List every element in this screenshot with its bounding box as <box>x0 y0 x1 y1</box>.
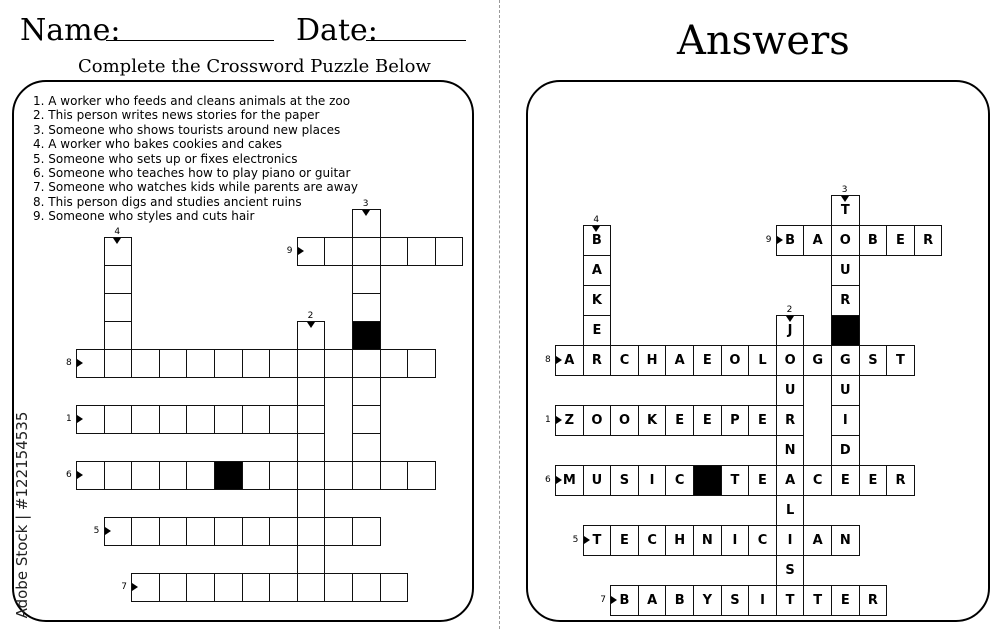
answer-clue-number-5: 5 <box>572 535 579 545</box>
answer-cell-r6-c10: R <box>831 285 860 316</box>
clue-2: 2. This person writes news stories for the paper <box>33 108 320 123</box>
puzzle-cell-r8-c10[interactable] <box>352 349 381 378</box>
date-label: Date: <box>296 13 378 48</box>
answer-cell-r16-c5: Y <box>693 585 722 616</box>
puzzle-cell-r6-c1[interactable] <box>104 293 133 322</box>
puzzle-cell-r8-c7[interactable] <box>269 349 298 378</box>
answer-cell-r8-c10: G <box>831 345 860 376</box>
answer-cell-r4-c11: B <box>859 225 888 256</box>
puzzle-clue-number-9: 9 <box>286 246 293 256</box>
answer-cell-r12-c3: I <box>638 465 667 496</box>
answer-cell-r14-c7: C <box>748 525 777 556</box>
date-blank-line[interactable] <box>366 40 466 41</box>
puzzle-cell-r4-c9[interactable] <box>324 237 353 266</box>
puzzle-cell-r10-c7[interactable] <box>269 405 298 434</box>
answer-down-arrow-icon <box>841 196 849 202</box>
puzzle-cell-r8-c4[interactable] <box>186 349 215 378</box>
answer-across-arrow-icon <box>611 596 617 604</box>
answer-cell-r16-c3: A <box>638 585 667 616</box>
answer-cell-r16-c2: B <box>610 585 639 616</box>
answer-cell-r16-c4: B <box>665 585 694 616</box>
puzzle-cell-r10-c4[interactable] <box>186 405 215 434</box>
answer-cell-r8-c12: T <box>886 345 915 376</box>
answer-cell-r8-c1: R <box>583 345 612 376</box>
puzzle-clue-number-1: 1 <box>66 414 72 424</box>
puzzle-clue-number-2: 2 <box>307 311 314 321</box>
puzzle-cell-r14-c4[interactable] <box>186 517 215 546</box>
answer-cell-r7-c1: E <box>583 315 612 346</box>
puzzle-cell-r10-c5[interactable] <box>214 405 243 434</box>
puzzle-cell-r10-c3[interactable] <box>159 405 188 434</box>
clue-3: 3. Someone who shows tourists around new places <box>33 122 341 137</box>
answer-cell-r6-c1: K <box>583 285 612 316</box>
answer-cell-r12-c9: C <box>803 465 832 496</box>
answer-cell-r14-c4: H <box>665 525 694 556</box>
puzzle-cell-r16-c11[interactable] <box>380 573 409 602</box>
puzzle-cell-r12-c8[interactable] <box>297 461 326 490</box>
puzzle-cell-r16-c4[interactable] <box>186 573 215 602</box>
answer-cell-r4-c8: B <box>776 225 805 256</box>
answer-cell-r12-c4: C <box>665 465 694 496</box>
puzzle-cell-r11-c10[interactable] <box>352 433 381 462</box>
puzzle-cell-r12-c2[interactable] <box>131 461 160 490</box>
puzzle-cell-r10-c8[interactable] <box>297 405 326 434</box>
answer-cell-r4-c1: B <box>583 225 612 256</box>
answer-cell-r7-c10 <box>831 315 860 346</box>
answer-cell-r15-c8: S <box>776 555 805 586</box>
puzzle-cell-r10-c6[interactable] <box>242 405 271 434</box>
puzzle-cell-r14-c8[interactable] <box>297 517 326 546</box>
answer-clue-number-7: 7 <box>600 595 606 605</box>
puzzle-clue-number-7: 7 <box>121 582 127 592</box>
answer-cell-r8-c4: A <box>665 345 694 376</box>
answer-cell-r14-c5: N <box>693 525 722 556</box>
answer-clue-number-1: 1 <box>545 415 551 425</box>
answer-cell-r10-c3: K <box>638 405 667 436</box>
answer-cell-r16-c6: S <box>721 585 750 616</box>
puzzle-cell-r12-c7[interactable] <box>269 461 298 490</box>
answer-across-arrow-icon <box>777 236 783 244</box>
puzzle-cell-r8-c12[interactable] <box>407 349 436 378</box>
watermark-text: Adobe Stock | #122154535 <box>13 411 31 619</box>
answer-clue-number-6: 6 <box>545 475 551 485</box>
answer-across-arrow-icon <box>584 536 590 544</box>
puzzle-cell-r16-c10[interactable] <box>352 573 381 602</box>
answer-cell-r9-c10: U <box>831 375 860 406</box>
answer-across-arrow-icon <box>556 476 562 484</box>
answer-cell-r10-c5: E <box>693 405 722 436</box>
puzzle-cell-r8-c9[interactable] <box>324 349 353 378</box>
answer-cell-r12-c11: E <box>859 465 888 496</box>
puzzle-cell-r13-c8[interactable] <box>297 489 326 518</box>
answer-cell-r5-c10: U <box>831 255 860 286</box>
answer-cell-r8-c8: O <box>776 345 805 376</box>
answer-cell-r4-c13: R <box>914 225 943 256</box>
answer-cell-r8-c7: L <box>748 345 777 376</box>
puzzle-cell-r10-c1[interactable] <box>104 405 133 434</box>
answer-cell-r10-c6: P <box>721 405 750 436</box>
answer-cell-r14-c10: N <box>831 525 860 556</box>
answer-cell-r8-c11: S <box>859 345 888 376</box>
puzzle-cell-r12-c5 <box>214 461 243 490</box>
answer-cell-r4-c12: E <box>886 225 915 256</box>
answer-cell-r14-c2: E <box>610 525 639 556</box>
answer-cell-r8-c6: O <box>721 345 750 376</box>
answer-across-arrow-icon <box>556 356 562 364</box>
answer-cell-r8-c0: A <box>555 345 584 376</box>
puzzle-across-arrow-icon <box>77 471 83 479</box>
puzzle-cell-r16-c6[interactable] <box>242 573 271 602</box>
clue-4: 4. A worker who bakes cookies and cakes <box>33 137 283 152</box>
puzzle-cell-r14-c7[interactable] <box>269 517 298 546</box>
puzzle-down-arrow-icon <box>307 322 315 328</box>
puzzle-cell-r12-c1[interactable] <box>104 461 133 490</box>
answer-cell-r14-c3: C <box>638 525 667 556</box>
answer-clue-number-2: 2 <box>786 305 793 315</box>
puzzle-cell-r12-c3[interactable] <box>159 461 188 490</box>
puzzle-clue-number-6: 6 <box>66 470 72 480</box>
puzzle-across-arrow-icon <box>298 247 304 255</box>
puzzle-cell-r5-c10[interactable] <box>352 265 381 294</box>
puzzle-clue-number-4: 4 <box>114 227 121 237</box>
answer-clue-number-9: 9 <box>765 235 772 245</box>
answer-cell-r14-c8: I <box>776 525 805 556</box>
answer-clue-number-4: 4 <box>593 215 600 225</box>
answer-cell-r8-c9: G <box>803 345 832 376</box>
puzzle-down-arrow-icon <box>362 210 370 216</box>
answer-clue-number-3: 3 <box>841 185 848 195</box>
puzzle-cell-r8-c2[interactable] <box>131 349 160 378</box>
answer-cell-r10-c7: E <box>748 405 777 436</box>
puzzle-cell-r4-c13[interactable] <box>435 237 464 266</box>
answer-cell-r12-c0: M <box>555 465 584 496</box>
puzzle-across-arrow-icon <box>77 415 83 423</box>
puzzle-cell-r14-c2[interactable] <box>131 517 160 546</box>
answer-cell-r10-c0: Z <box>555 405 584 436</box>
answer-clue-number-8: 8 <box>545 355 551 365</box>
puzzle-cell-r4-c10[interactable] <box>352 237 381 266</box>
answer-cell-r9-c8: U <box>776 375 805 406</box>
puzzle-clue-number-3: 3 <box>362 199 369 209</box>
puzzle-cell-r8-c6[interactable] <box>242 349 271 378</box>
clue-5: 5. Someone who sets up or fixes electronics <box>33 151 298 166</box>
answer-cell-r7-c8: J <box>776 315 805 346</box>
puzzle-cell-r6-c10[interactable] <box>352 293 381 322</box>
answer-cell-r12-c10: E <box>831 465 860 496</box>
puzzle-cell-r4-c11[interactable] <box>380 237 409 266</box>
puzzle-cell-r16-c7[interactable] <box>269 573 298 602</box>
puzzle-across-arrow-icon <box>77 359 83 367</box>
answer-cell-r16-c7: I <box>748 585 777 616</box>
answer-cell-r8-c5: E <box>693 345 722 376</box>
puzzle-cell-r10-c2[interactable] <box>131 405 160 434</box>
answer-cell-r12-c7: E <box>748 465 777 496</box>
puzzle-cell-r14-c9[interactable] <box>324 517 353 546</box>
puzzle-cell-r12-c11[interactable] <box>380 461 409 490</box>
puzzle-cell-r9-c10[interactable] <box>352 377 381 406</box>
answer-cell-r16-c8: T <box>776 585 805 616</box>
answer-cell-r10-c8: R <box>776 405 805 436</box>
answer-cell-r11-c10: D <box>831 435 860 466</box>
puzzle-cell-r12-c6[interactable] <box>242 461 271 490</box>
answers-title: Answers <box>677 18 850 64</box>
answer-cell-r16-c10: E <box>831 585 860 616</box>
answer-cell-r4-c9: A <box>803 225 832 256</box>
name-label: Name: <box>20 13 121 48</box>
puzzle-cell-r12-c9[interactable] <box>324 461 353 490</box>
answer-cell-r16-c11: R <box>859 585 888 616</box>
clue-7: 7. Someone who watches kids while parents are away <box>33 180 359 195</box>
puzzle-cell-r14-c3[interactable] <box>159 517 188 546</box>
answer-cell-r14-c6: I <box>721 525 750 556</box>
answer-cell-r10-c10: I <box>831 405 860 436</box>
answer-cell-r4-c10: O <box>831 225 860 256</box>
puzzle-cell-r8-c8[interactable] <box>297 349 326 378</box>
answer-cell-r8-c2: C <box>610 345 639 376</box>
answer-cell-r13-c8: L <box>776 495 805 526</box>
puzzle-cell-r14-c10[interactable] <box>352 517 381 546</box>
answer-down-arrow-icon <box>592 226 600 232</box>
puzzle-down-arrow-icon <box>113 238 121 244</box>
clue-1: 1. A worker who feeds and cleans animals at the zoo <box>33 94 351 108</box>
answer-cell-r10-c2: O <box>610 405 639 436</box>
answer-cell-r3-c10: T <box>831 195 860 226</box>
puzzle-cell-r11-c8[interactable] <box>297 433 326 462</box>
puzzle-cell-r14-c6[interactable] <box>242 517 271 546</box>
puzzle-cell-r16-c8[interactable] <box>297 573 326 602</box>
answer-cell-r14-c9: A <box>803 525 832 556</box>
answer-cell-r12-c1: U <box>583 465 612 496</box>
clue-8: 8. This person digs and studies ancient ruins <box>33 194 302 209</box>
answer-cell-r5-c1: A <box>583 255 612 286</box>
name-blank-line[interactable] <box>106 40 274 41</box>
answer-across-arrow-icon <box>556 416 562 424</box>
puzzle-cell-r12-c12[interactable] <box>407 461 436 490</box>
clue-9: 9. Someone who styles and cuts hair <box>33 209 255 224</box>
puzzle-cell-r4-c12[interactable] <box>407 237 436 266</box>
answer-cell-r8-c3: H <box>638 345 667 376</box>
puzzle-cell-r8-c5[interactable] <box>214 349 243 378</box>
answer-cell-r10-c1: O <box>583 405 612 436</box>
puzzle-cell-r14-c5[interactable] <box>214 517 243 546</box>
answer-down-arrow-icon <box>786 316 794 322</box>
clue-list <box>33 94 358 224</box>
puzzle-cell-r9-c8[interactable] <box>297 377 326 406</box>
answer-cell-r12-c6: T <box>721 465 750 496</box>
puzzle-across-arrow-icon <box>105 527 111 535</box>
puzzle-cell-r12-c4[interactable] <box>186 461 215 490</box>
answer-cell-r12-c12: R <box>886 465 915 496</box>
answer-cell-r11-c8: N <box>776 435 805 466</box>
puzzle-across-arrow-icon <box>132 583 138 591</box>
clue-6: 6. Someone who teaches how to play piano or guitar <box>33 166 351 181</box>
puzzle-cell-r8-c11[interactable] <box>380 349 409 378</box>
puzzle-cell-r15-c8[interactable] <box>297 545 326 574</box>
puzzle-cell-r16-c3[interactable] <box>159 573 188 602</box>
puzzle-cell-r16-c5[interactable] <box>214 573 243 602</box>
puzzle-cell-r8-c1[interactable] <box>104 349 133 378</box>
answer-cell-r10-c4: E <box>665 405 694 436</box>
answer-cell-r12-c5 <box>693 465 722 496</box>
answer-cell-r12-c8: A <box>776 465 805 496</box>
puzzle-cell-r7-c1[interactable] <box>104 321 133 350</box>
puzzle-clue-number-5: 5 <box>93 526 100 536</box>
puzzle-cell-r5-c1[interactable] <box>104 265 133 294</box>
answer-cell-r14-c1: T <box>583 525 612 556</box>
puzzle-cell-r10-c10[interactable] <box>352 405 381 434</box>
answer-cell-r16-c9: T <box>803 585 832 616</box>
puzzle-cell-r12-c10[interactable] <box>352 461 381 490</box>
puzzle-clue-number-8: 8 <box>66 358 72 368</box>
answer-cell-r12-c2: S <box>610 465 639 496</box>
instruction-text: Complete the Crossword Puzzle Below <box>78 56 431 77</box>
puzzle-cell-r8-c3[interactable] <box>159 349 188 378</box>
page-divider <box>499 0 500 629</box>
puzzle-cell-r7-c10 <box>352 321 381 350</box>
puzzle-cell-r16-c9[interactable] <box>324 573 353 602</box>
